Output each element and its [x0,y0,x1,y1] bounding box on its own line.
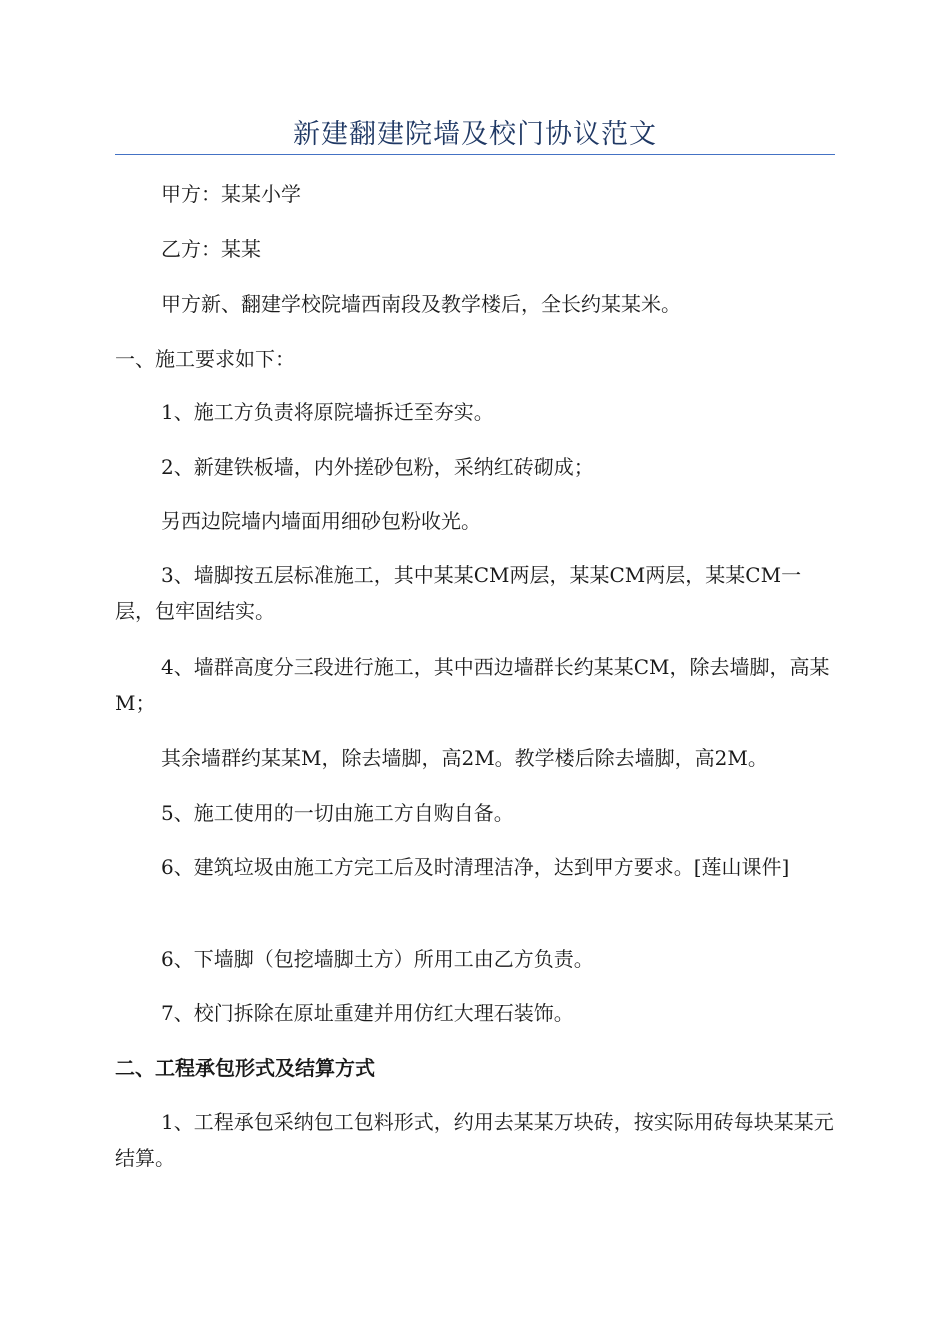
section-1-item: 3、墙脚按五层标准施工，其中某某CM两层，某某CM两层，某某CM一层，包牢固结实。 [115,563,802,623]
section-1-item: 5、施工使用的一切由施工方自购自备。 [161,801,514,825]
section-1-item: 7、校门拆除在原址重建并用仿红大理石装饰。 [161,1001,574,1025]
section-2-heading: 二、工程承包形式及结算方式 [115,1056,375,1080]
intro-paragraph: 甲方新、翻建学校院墙西南段及教学楼后，全长约某某米。 [161,292,681,316]
section-2-item: 1、工程承包采纳包工包料形式，约用去某某万块砖，按实际用砖每块某某元结算。 [115,1110,834,1170]
title-underline [115,154,835,155]
section-1-item: 其余墙群约某某M，除去墙脚，高2M。教学楼后除去墙脚，高2M。 [161,746,768,770]
document-title: 新建翻建院墙及校门协议范文 [293,119,657,150]
section-1-heading: 一、施工要求如下： [115,347,295,371]
party-a-line: 甲方：某某小学 [161,182,301,206]
section-1-item: 另西边院墙内墙面用细砂包粉收光。 [161,509,481,533]
section-1-item: 4、墙群高度分三段进行施工，其中西边墙群长约某某CM，除去墙脚，高某M； [115,655,830,715]
section-1-item: 1、施工方负责将原院墙拆迁至夯实。 [161,400,494,424]
party-b-line: 乙方：某某 [161,237,261,261]
section-1-item: 6、建筑垃圾由施工方完工后及时清理洁净，达到甲方要求。[莲山课件] [161,855,790,879]
section-1-item: 6、下墙脚（包挖墙脚土方）所用工由乙方负责。 [161,947,594,971]
section-1-item: 2、新建铁板墙，内外搓砂包粉，采纳红砖砌成； [161,455,594,479]
